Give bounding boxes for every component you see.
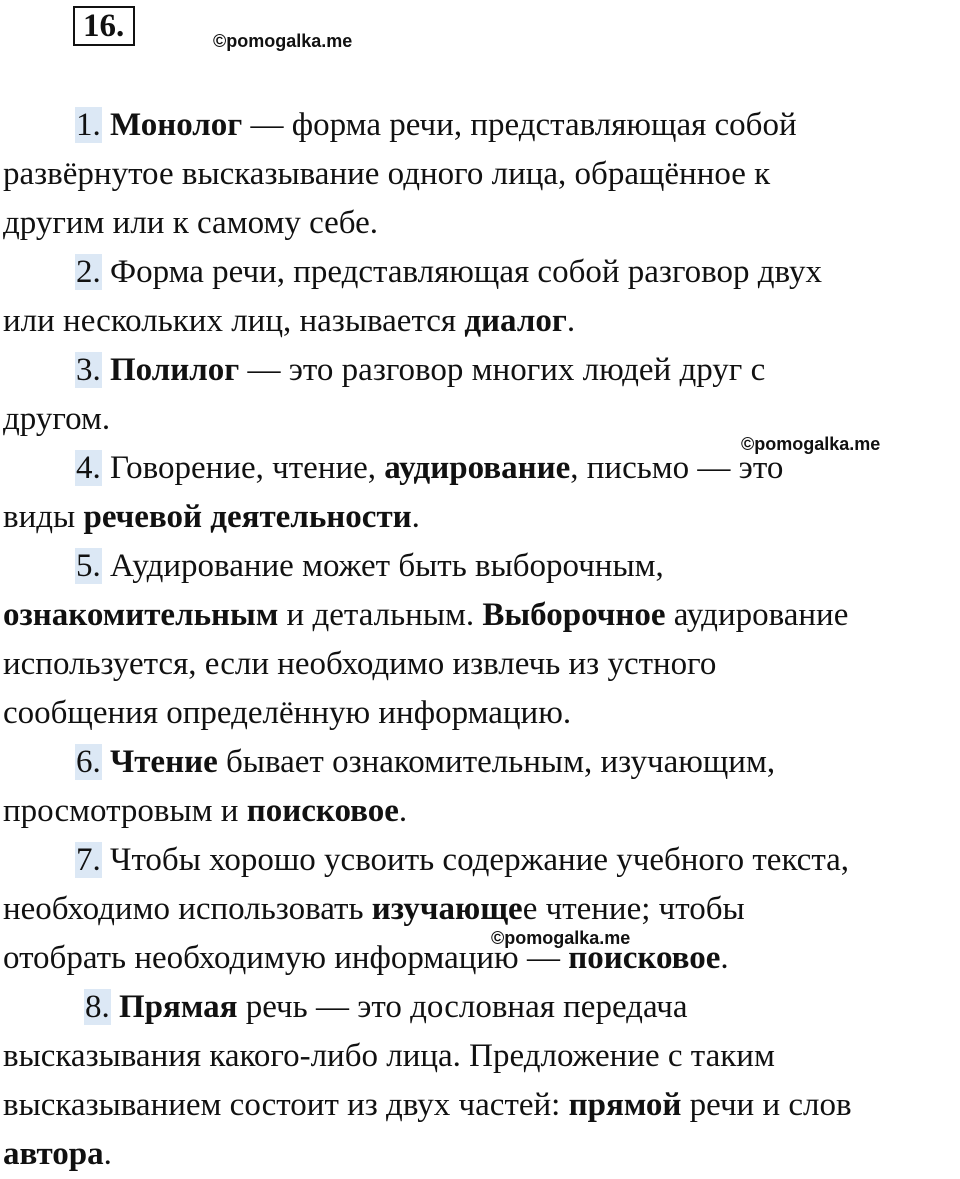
text-segment: [102, 107, 110, 143]
answer-paragraph-8: [3, 983, 960, 1179]
text-segment: [111, 989, 119, 1025]
text-segment: используется, если необходимо извлечь из устного: [3, 646, 717, 682]
paragraph-number: 4.: [76, 450, 101, 486]
text-segment: бывает ознакомительным, изучающим,: [217, 744, 776, 780]
text-segment: высказывания какого-либо лица. Предложение с таким: [3, 1038, 775, 1074]
text-segment: [102, 744, 110, 780]
text-segment: Аудирование может быть выборочным,: [101, 548, 664, 584]
bold-term: Монолог: [110, 107, 243, 143]
text-segment: другим или к самому себе.: [3, 205, 379, 241]
answer-paragraph-6: [3, 738, 960, 836]
text-segment: аудирование: [665, 597, 849, 633]
bold-term: Чтение: [110, 744, 218, 780]
text-segment: .: [103, 1136, 112, 1172]
paragraph-number: 1.: [76, 107, 101, 143]
answer-paragraph-7: [3, 836, 960, 983]
text-segment: развёрнутое высказывание одного лица, обращённое к: [3, 156, 771, 192]
paragraph-number: 3.: [76, 352, 101, 388]
text-segment: и детальным.: [278, 597, 483, 633]
bold-term: изучающе: [371, 891, 523, 927]
text-segment: виды: [3, 499, 84, 535]
paragraph-number: 8.: [85, 989, 110, 1025]
text-segment: е чтение; чтобы: [522, 891, 745, 927]
watermark: ©pomogalka.me: [741, 434, 881, 454]
bold-term: поисковое: [246, 793, 399, 829]
paragraph-number: 5.: [76, 548, 101, 584]
bold-term: речевой деятельности: [83, 499, 412, 535]
paragraph-number: 7.: [76, 842, 101, 878]
answer-paragraph-4: [3, 444, 960, 542]
task-number: 16.: [83, 8, 125, 44]
text-segment: [102, 352, 110, 388]
bold-term: автора: [3, 1136, 104, 1172]
text-segment: высказыванием состоит из двух частей:: [3, 1087, 569, 1123]
text-segment: речи и слов: [681, 1087, 852, 1123]
answer-paragraph-5: [3, 542, 960, 738]
bold-term: аудирование: [384, 450, 571, 486]
text-segment: сообщения определённую информацию.: [3, 695, 572, 731]
watermark: ©pomogalka.me: [491, 928, 631, 948]
answer-paragraph-1: [3, 101, 960, 248]
text-segment: — это разговор многих людей друг с: [239, 352, 766, 388]
bold-term: Полилог: [110, 352, 240, 388]
text-segment: речь — это дословная передача: [237, 989, 688, 1025]
text-segment: или нескольких лиц, называется: [3, 303, 465, 339]
text-segment: .: [411, 499, 420, 535]
watermark: ©pomogalka.me: [213, 31, 353, 51]
bold-term: прямой: [568, 1087, 682, 1123]
text-segment: Чтобы хорошо усвоить содержание учебного текста,: [101, 842, 850, 878]
bold-term: Выборочное: [482, 597, 666, 633]
text-segment: .: [720, 940, 729, 976]
bold-term: Прямая: [119, 989, 238, 1025]
text-segment: Форма речи, представляющая собой разговор двух: [101, 254, 823, 290]
text-segment: необходимо использовать: [3, 891, 372, 927]
text-segment: , письмо — это: [570, 450, 784, 486]
bold-term: диалог: [464, 303, 567, 339]
text-segment: просмотровым и: [3, 793, 247, 829]
paragraph-number: 2.: [76, 254, 101, 290]
bold-term: ознакомительным: [3, 597, 279, 633]
text-segment: Говорение, чтение,: [101, 450, 385, 486]
text-segment: .: [398, 793, 408, 829]
paragraph-number: 6.: [76, 744, 101, 780]
text-segment: .: [566, 303, 576, 339]
text-segment: отобрать необходимую информацию —: [3, 940, 569, 976]
answer-paragraph-3: [3, 346, 960, 444]
task-number-box: [73, 6, 135, 46]
bold-term: поисковое: [568, 940, 721, 976]
answer-paragraph-2: [3, 248, 960, 346]
text-segment: другом.: [3, 401, 111, 437]
answer-text: [3, 101, 960, 1179]
text-segment: — форма речи, представляющая собой: [242, 107, 797, 143]
